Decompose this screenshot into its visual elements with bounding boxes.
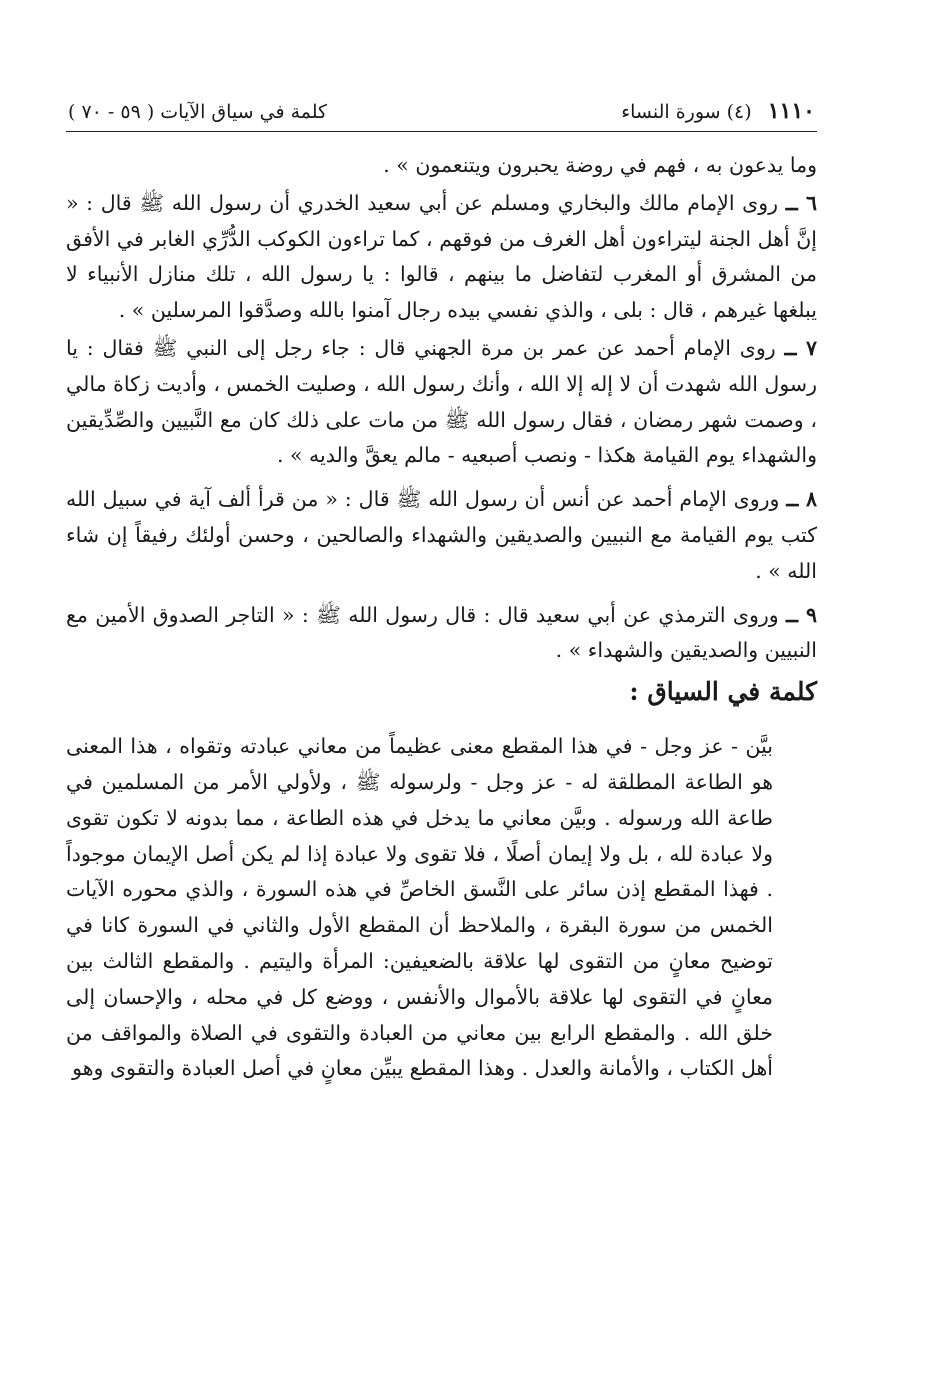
paragraph-text: وروى الإمام أحمد عن أنس أن رسول الله ﷺ قال : « من قرأ ألف آية في سبيل الله كتب يوم القيامة مع النبيين والصديقين والشهداء والصالحين ، وحسن أولئك رفيقاً إن شاء الله » . xyxy=(66,487,817,583)
context-paragraph: بيَّن - عز وجل - في هذا المقطع معنى عظيماً من معاني عبادته وتقواه ، هذا المعنى هو الطاعة المطلقة له - عز وجل - ولرسوله ﷺ ، ولأولي الأمر من المسلمين في طاعة الله ورسوله . وبيَّن معاني ما يدخل في هذه الطاعة ، مما بدونه لا تكون تقوى ولا عبادة لله ، بل ولا إيمان أصلًا ، فلا تقوى ولا عبادة إذا لم يكن أصل الإيمان موجوداً . فهذا المقطع إذن سائر على النَّسق الخاصِّ في هذه السورة ، والذي محوره الآيات الخمس من سورة البقرة ، والملاحظ أن المقطع الأول والثاني في السورة كانا في توضيح معانٍ من التقوى لها علاقة بالضعيفين: المرأة واليتيم . والمقطع الثالث بين معانٍ في التقوى لها علاقة بالأموال والأنفس ، ووضع كل في محله ، والإحسان إلى خلق الله . والمقطع الرابع بين معاني من العبادة والتقوى في الصلاة والمواقف من أهل الكتاب ، والأمانة والعدل . وهذا المقطع يبيِّن معانٍ في أصل العبادة والتقوى وهو xyxy=(66,734,773,1081)
header-left-group xyxy=(621,98,815,124)
page-number: ١١١٠ xyxy=(767,98,815,124)
hadith-paragraph-7 xyxy=(66,331,817,474)
section-heading: كلمة في السياق : xyxy=(629,677,817,707)
paragraph-continuation xyxy=(66,148,817,184)
page-content xyxy=(66,148,817,1087)
paragraph-text: روى الإمام أحمد عن عمر بن مرة الجهني قال : جاء رجل إلى النبي ﷺ فقال : يا رسول الله شهدت أن لا إله إلا الله ، وأنك رسول الله ، وصليت الخمس ، وأديت زكاة مالي ، وصمت شهر رمضان ، فقال رسول الله ﷺ من مات على ذلك كان مع النَّبيين والصِّدِّيقين والشهداء يوم القيامة هكذا - ونصب أصبعيه - مالم يعقَّ والديه » . xyxy=(66,335,817,468)
paragraph-number: ٦ ــ xyxy=(785,190,817,215)
paragraph-number: ٧ ــ xyxy=(784,335,817,360)
page-header xyxy=(66,98,817,132)
hadith-paragraph-8 xyxy=(66,482,817,589)
hadith-paragraph-6 xyxy=(66,186,817,329)
paragraph-text: وما يدعون به ، فهم في روضة يحبرون ويتنعمون » . xyxy=(383,153,817,177)
paragraph-text: روى الإمام مالك والبخاري ومسلم عن أبي سعيد الخدري أن رسول الله ﷺ قال : « إنَّ أهل الجنة ليتراءون أهل الغرف من فوقهم ، كما تراءون الكوكب الدُّرِّي الغابر في الأفق من المشرق أو المغرب لتفاضل ما بينهم ، قالوا : يا رسول الله ، تلك منازل الأنبياء لا يبلغها غيرهم ، قال : بلى ، والذي نفسي بيده رجال آمنوا بالله وصدَّقوا المرسلين » . xyxy=(66,190,817,323)
paragraph-number: ٩ ــ xyxy=(786,602,817,627)
paragraph-text: وروى الترمذي عن أبي سعيد قال : قال رسول الله ﷺ : « التاجر الصدوق الأمين مع النبيين والصديقين والشهداء » . xyxy=(66,602,817,663)
surah-title: (٤) سورة النساء xyxy=(621,101,752,123)
paragraph-number: ٨ ــ xyxy=(786,487,817,512)
hadith-paragraph-9 xyxy=(66,598,817,670)
section-title: كلمة في سياق الآيات ( ٥٩ - ٧٠ ) xyxy=(68,101,328,123)
